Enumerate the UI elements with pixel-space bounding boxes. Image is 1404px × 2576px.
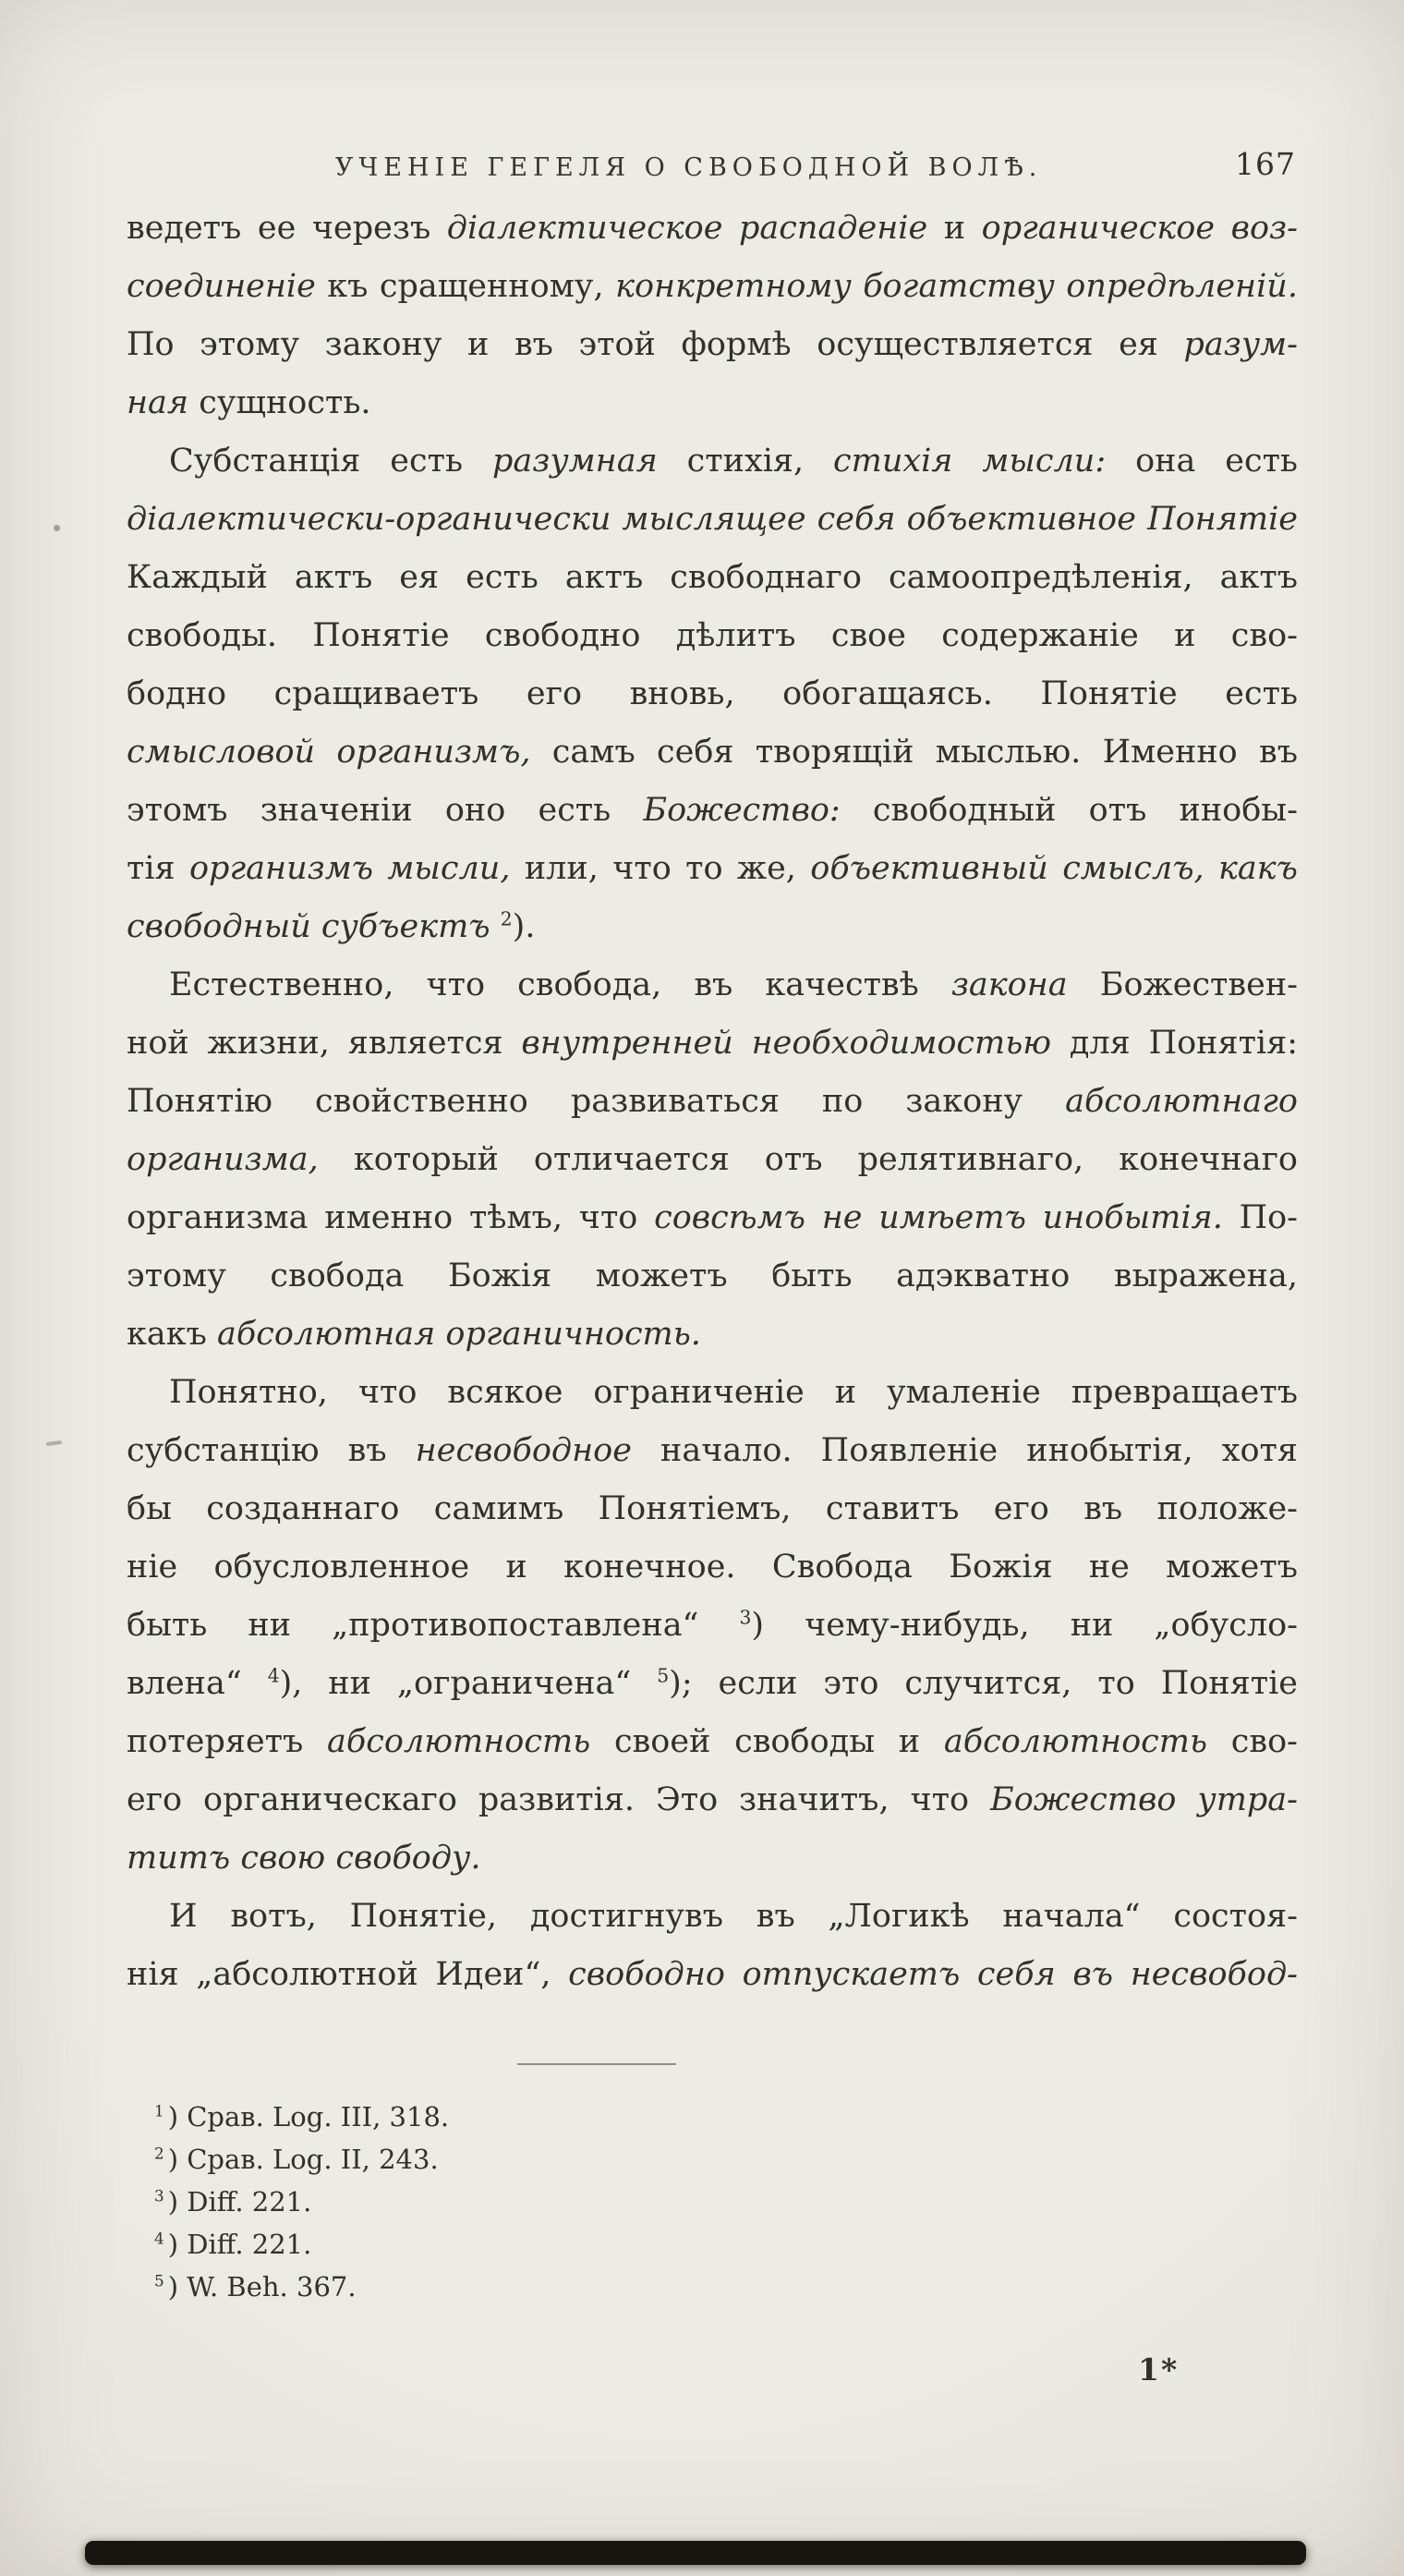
text-line	[127, 723, 1298, 782]
text-run: абсолютная органичность.	[217, 1316, 701, 1353]
paragraph	[127, 1888, 1298, 2004]
text-run: И вотъ, Понятіе, достигнувъ въ „Логикѣ начала“ состоя-	[169, 1898, 1298, 1935]
paragraph	[127, 432, 1298, 956]
text-line	[127, 1364, 1298, 1422]
text-line	[127, 1713, 1298, 1771]
text-run: соединеніе	[127, 268, 316, 305]
text-run: его органическаго развитія. Это значитъ, что	[127, 1781, 990, 1818]
text-run: начало. Появленіе инобытія, хотя	[631, 1432, 1298, 1469]
text-line	[127, 432, 1298, 491]
running-title: УЧЕНІЕ ГЕГЕЛЯ О СВОБОДНОЙ ВОЛѢ.	[334, 153, 1043, 182]
text-run: свободный отъ инобы-	[840, 792, 1298, 829]
footnote-rule	[517, 2063, 676, 2065]
text-run: Божество утра-	[989, 1781, 1298, 1818]
text-line	[127, 1771, 1298, 1829]
text-run: діалектическое распаденіе	[446, 210, 928, 247]
text-line	[127, 1655, 1298, 1713]
text-run	[490, 908, 501, 945]
text-run: объективный смыслъ, какъ	[810, 850, 1298, 887]
text-run: этомъ значеніи оно есть	[127, 792, 644, 829]
text-run: смысловой организмъ,	[127, 734, 531, 771]
scan-edge-shadow	[85, 2541, 1306, 2565]
text-line	[127, 782, 1298, 840]
footnote-marker: 4	[154, 2229, 164, 2248]
text-run: стихія,	[657, 443, 834, 480]
scan-artifact	[54, 525, 60, 531]
text-run: нія „абсолютной Идеи“,	[127, 1956, 569, 1993]
text-line	[127, 1306, 1298, 1364]
text-run: титъ свою свободу.	[127, 1840, 481, 1877]
footnote-ref: 4	[267, 1664, 280, 1687]
text-line	[127, 491, 1298, 549]
text-run: разумная	[491, 443, 658, 480]
text-run: организмъ мысли,	[188, 850, 511, 887]
text-run: своей свободы и	[590, 1723, 944, 1760]
text-line	[127, 1597, 1298, 1655]
text-run: несвободное	[415, 1432, 632, 1469]
text-run: совсѣмъ не имѣетъ инобытія.	[654, 1199, 1223, 1236]
footnote-item	[154, 2096, 1170, 2138]
page-header	[127, 146, 1298, 190]
paragraph	[127, 956, 1298, 1364]
text-run: самъ себя творящій мыслью. Именно въ	[530, 734, 1298, 771]
text-line	[127, 316, 1298, 374]
text-run: организма именно тѣмъ, что	[127, 1199, 655, 1236]
text-run: свободно отпускаетъ себя въ несвобод-	[568, 1956, 1298, 1993]
footnote-ref: 2	[500, 907, 513, 930]
footnote-text: ) Diff. 221.	[167, 2229, 312, 2260]
text-line	[127, 374, 1298, 432]
text-run: тія	[127, 850, 189, 887]
text-run: сво-	[1207, 1723, 1298, 1760]
text-run: ная	[127, 384, 189, 421]
text-line	[127, 1015, 1298, 1073]
text-run: къ сращенному,	[315, 268, 616, 305]
footnote-text: ) W. Beh. 367.	[167, 2271, 357, 2303]
text-run: этому свобода Божія можетъ быть адэкватно выражена,	[127, 1258, 1298, 1294]
text-run: конкретному богатству опредѣленій.	[615, 268, 1298, 305]
text-line	[127, 1946, 1298, 2004]
text-body	[127, 200, 1298, 2004]
footnote-item	[154, 2138, 1170, 2181]
text-run: бы созданнаго самимъ Понятіемъ, ставитъ его въ положе-	[127, 1490, 1298, 1527]
text-run: сущность.	[188, 384, 371, 421]
text-line	[127, 200, 1298, 258]
text-run: ), ни „ограничена“	[279, 1665, 658, 1702]
text-line	[127, 898, 1298, 956]
footnotes-list	[154, 2096, 1170, 2308]
text-run: Божествен-	[1067, 966, 1298, 1003]
text-line	[127, 840, 1298, 898]
text-run: Субстанція есть	[169, 443, 492, 480]
footnote-marker: 3	[154, 2186, 164, 2205]
footnote-item	[154, 2181, 1170, 2223]
text-line	[127, 665, 1298, 723]
footnote-marker: 5	[154, 2271, 164, 2290]
text-run: она есть	[1106, 443, 1298, 480]
footnote-ref: 5	[657, 1664, 670, 1687]
text-run: ніе обусловленное и конечное. Свобода Божія не можетъ	[127, 1549, 1298, 1586]
text-line	[127, 1480, 1298, 1538]
text-run: какъ	[127, 1316, 218, 1353]
text-line	[127, 1131, 1298, 1189]
footnote-text: ) Diff. 221.	[167, 2186, 312, 2218]
text-line	[127, 1247, 1298, 1306]
text-line	[127, 607, 1298, 665]
text-line	[127, 1538, 1298, 1597]
footnote-item	[154, 2223, 1170, 2266]
text-line	[127, 956, 1298, 1015]
text-line	[127, 1189, 1298, 1247]
footnote-ref: 3	[739, 1606, 752, 1629]
text-run: разум-	[1183, 326, 1298, 363]
paragraph	[127, 1364, 1298, 1888]
text-run: По-	[1222, 1199, 1298, 1236]
text-run: внутренней необходимостью	[521, 1025, 1052, 1062]
text-run: или, что то же,	[510, 850, 811, 887]
text-run: діалектически-органически мыслящее себя объективное Понятіе	[127, 501, 1298, 538]
scan-artifact	[46, 1440, 62, 1446]
signature-mark: 1*	[1138, 2351, 1180, 2388]
text-line	[127, 258, 1298, 316]
text-run: ); если это случится, то Понятіе	[669, 1665, 1298, 1702]
text-line	[127, 1888, 1298, 1946]
text-line	[127, 1073, 1298, 1131]
text-run: влена“	[127, 1665, 268, 1702]
text-run: абсолютность	[327, 1723, 591, 1760]
footnote-marker: 1	[154, 2101, 164, 2120]
text-run: органическое воз-	[981, 210, 1298, 247]
text-line	[127, 549, 1298, 607]
footnote-marker: 2	[154, 2144, 164, 2163]
text-run: Понятію свойственно развиваться по закону	[127, 1083, 1066, 1120]
text-run: ведетъ ее черезъ	[127, 210, 447, 247]
footnote-text: ) Срав. Log. III, 318.	[167, 2101, 450, 2132]
text-run: ) чему-нибудь, ни „обусло-	[751, 1607, 1298, 1644]
text-run: ).	[512, 908, 536, 945]
text-run: для Понятія:	[1051, 1025, 1298, 1062]
text-run: закона	[950, 966, 1068, 1003]
text-run: По этому закону и въ этой формѣ осуществляется ея	[127, 326, 1184, 363]
text-run: Божество:	[643, 792, 841, 829]
text-run: стихія мысли:	[833, 443, 1107, 480]
text-run: который отличается отъ релятивнаго, конечнаго	[318, 1141, 1298, 1178]
text-line	[127, 1829, 1298, 1888]
text-run: потеряетъ	[127, 1723, 328, 1760]
text-run: и	[927, 210, 982, 247]
text-line	[127, 1422, 1298, 1480]
text-run: Понятно, что всякое ограниченіе и умаленіе превращаетъ	[169, 1374, 1298, 1411]
text-run: ной жизни, является	[127, 1025, 522, 1062]
text-run: свободы. Понятіе свободно дѣлитъ свое содержаніе и сво-	[127, 617, 1298, 654]
text-run: свободный субъектъ	[127, 908, 490, 945]
page-number: 167	[1235, 146, 1296, 182]
text-run: бодно сращиваетъ его вновь, обогащаясь. Понятіе есть	[127, 675, 1298, 712]
text-run: Естественно, что свобода, въ качествѣ	[169, 966, 951, 1003]
text-run: Каждый актъ ея есть актъ свободнаго самоопредѣленія, актъ	[127, 559, 1298, 596]
text-run: организма,	[127, 1141, 319, 1178]
text-run: субстанцію въ	[127, 1432, 416, 1469]
paragraph	[127, 200, 1298, 432]
text-run: быть ни „противопоставлена“	[127, 1607, 740, 1644]
footnote-item	[154, 2266, 1170, 2308]
footnote-text: ) Срав. Log. II, 243.	[167, 2144, 439, 2175]
text-run: абсолютность	[943, 1723, 1208, 1760]
text-run: абсолютнаго	[1065, 1083, 1298, 1120]
